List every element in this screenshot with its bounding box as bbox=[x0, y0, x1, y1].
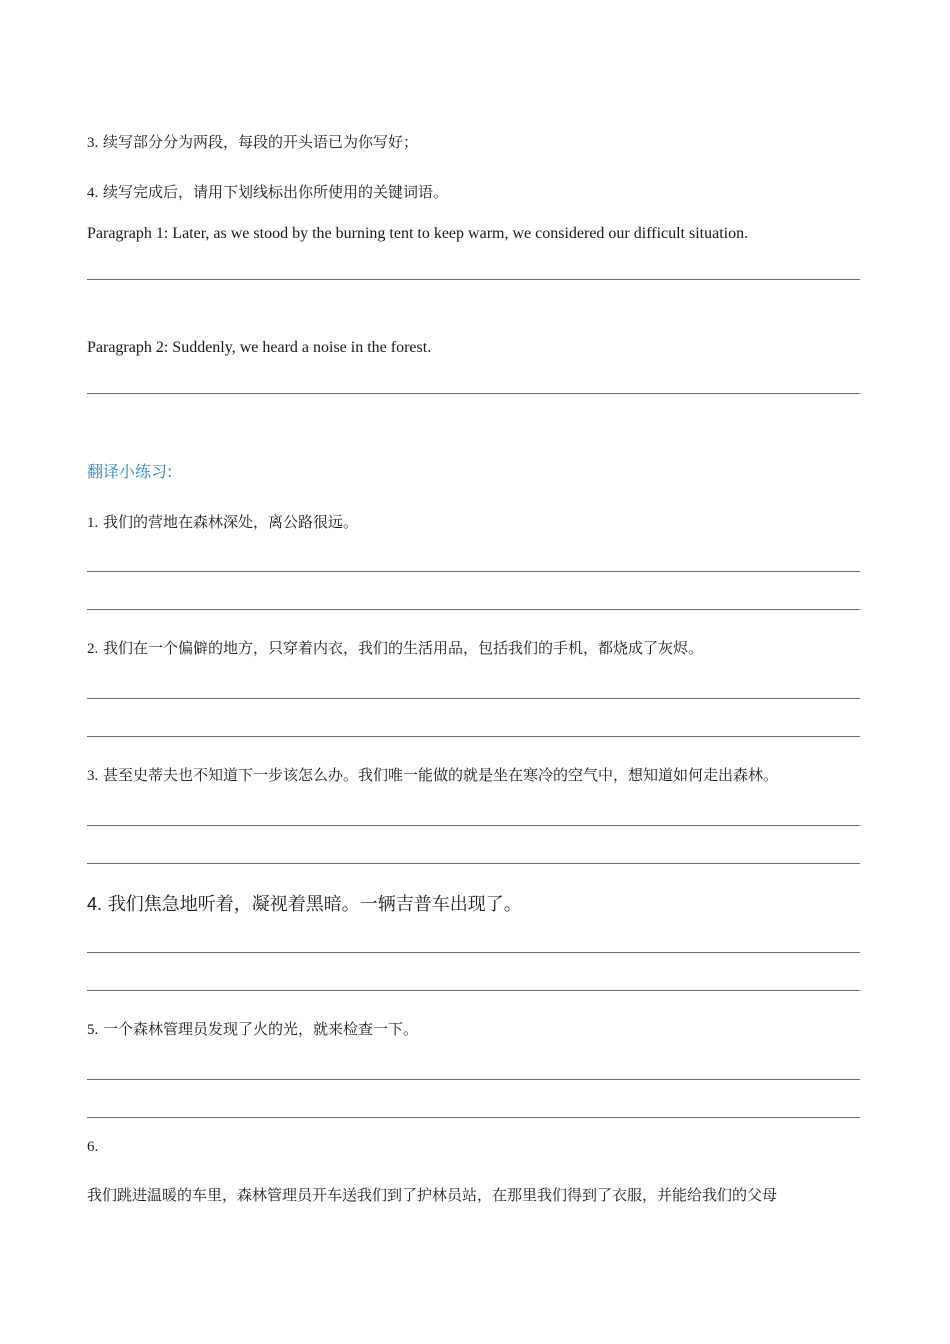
instruction-item-3 bbox=[87, 131, 418, 152]
paragraph-1-prompt: Paragraph 1: Later, as we stood by the burning tent to keep warm, we considered our difficult situation. bbox=[87, 225, 749, 242]
answer-line[interactable] bbox=[87, 825, 860, 826]
answer-line[interactable] bbox=[87, 863, 860, 864]
answer-line[interactable] bbox=[87, 736, 860, 737]
item-number: 4. bbox=[87, 894, 103, 914]
item-text: 我们的营地在森林深处，离公路很远。 bbox=[103, 513, 359, 531]
instruction-3-text: 续写部分分为两段，每段的开头语已为你写好； bbox=[103, 133, 419, 151]
instruction-4-number: 4. bbox=[87, 185, 99, 201]
item-text: 甚至史蒂夫也不知道下一步该怎么办。我们唯一能做的就是坐在寒冷的空气中，想知道如何走出森林。 bbox=[103, 766, 779, 784]
answer-line[interactable] bbox=[87, 393, 860, 394]
translation-item-1 bbox=[87, 511, 358, 532]
translation-item-2 bbox=[87, 637, 703, 658]
answer-line[interactable] bbox=[87, 1079, 860, 1080]
answer-line[interactable] bbox=[87, 698, 860, 699]
item-text: 我们在一个偏僻的地方，只穿着内衣，我们的生活用品，包括我们的手机，都烧成了灰烬。 bbox=[103, 639, 704, 657]
instruction-item-4 bbox=[87, 181, 448, 202]
paragraph-2-prompt: Paragraph 2: Suddenly, we heard a noise in the forest. bbox=[87, 339, 432, 356]
translation-heading: 翻译小练习: bbox=[87, 462, 173, 481]
translation-item-6-number: 6. bbox=[87, 1139, 99, 1155]
item-text: 我们焦急地听着，凝视着黑暗。一辆吉普车出现了。 bbox=[107, 894, 522, 915]
item-number: 2. bbox=[87, 641, 99, 657]
answer-line[interactable] bbox=[87, 990, 860, 991]
answer-line[interactable] bbox=[87, 279, 860, 280]
translation-item-3 bbox=[87, 764, 778, 785]
item-number: 3. bbox=[87, 768, 99, 784]
instruction-4-text: 续写完成后，请用下划线标出你所使用的关键词语。 bbox=[103, 183, 449, 201]
item-number: 5. bbox=[87, 1022, 99, 1038]
answer-line[interactable] bbox=[87, 952, 860, 953]
translation-item-4 bbox=[87, 890, 522, 916]
instruction-3-number: 3. bbox=[87, 135, 99, 151]
item-text: 一个森林管理员发现了火的光，就来检查一下。 bbox=[103, 1020, 419, 1038]
answer-line[interactable] bbox=[87, 571, 860, 572]
item-number: 1. bbox=[87, 515, 99, 531]
answer-line[interactable] bbox=[87, 1117, 860, 1118]
translation-item-5 bbox=[87, 1018, 418, 1039]
translation-item-6-text: 我们跳进温暖的车里，森林管理员开车送我们到了护林员站，在那里我们得到了衣服，并能给我们的父母 bbox=[87, 1186, 778, 1204]
answer-line[interactable] bbox=[87, 609, 860, 610]
